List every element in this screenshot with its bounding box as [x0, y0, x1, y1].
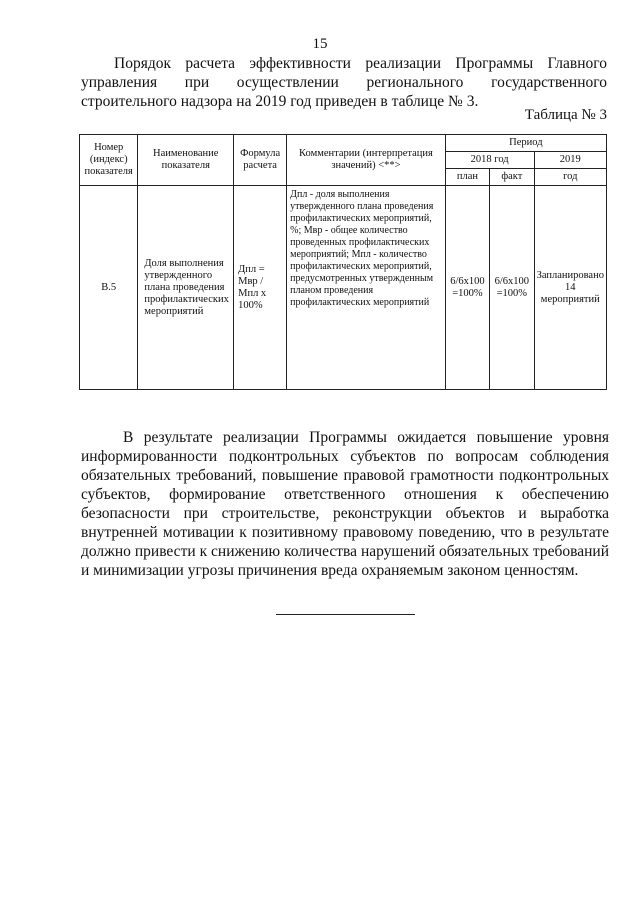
intro-text: Порядок расчета эффективности реализации Программы Главного управления при осуществлении регионального государственного строительного надзора на 2019 год приведен в таблице № 3.	[81, 55, 607, 110]
cell-name: Доля выполнения утвержденного плана проведения профилактических мероприятий	[138, 186, 234, 390]
header-number: Номер (индекс) показателя	[80, 135, 138, 186]
cell-comments: Дпл - доля выполнения утвержденного плана проведения профилактических мероприятий, %; Мвр - общее количество проведенных профилактических мероприятий; Мпл - количество профилактических мероприятий, предусмотренных утвержденным планом проведения профилактических мероприятий	[287, 186, 446, 390]
header-formula: Формула расчета	[234, 135, 287, 186]
result-text: В результате реализации Программы ожидается повышение уровня информированности подконтрольных субъектов по вопросам соблюдения обязательных требований, повышение правовой грамотности подконтрольных субъектов, формирование ответственного отношения к обеспечению безопасности при строительстве, реконструкции объектов и выработка внутренней мотивации к позитивному правовому поведению, что в результате должно привести к снижению количества нарушений обязательных требований и минимизации угрозы причинения вреда охраняемым законом ценностям.	[81, 429, 609, 579]
header-2018: 2018 год	[445, 152, 534, 169]
cell-fact-2018: 6/6х100 =100%	[490, 186, 534, 390]
cell-formula: Дпл = Мвр / Мпл х 100%	[234, 186, 287, 390]
header-period: Период	[445, 135, 606, 152]
header-name: Наименование показателя	[138, 135, 234, 186]
separator-line	[276, 614, 415, 615]
header-comments: Комментарии (интерпретация значений) <**>	[287, 135, 446, 186]
header-year-word: год	[534, 169, 606, 186]
header-row-1	[80, 135, 607, 152]
header-2019: 2019	[534, 152, 606, 169]
cell-value-2019: Запланировано 14 мероприятий	[534, 186, 606, 390]
page-number: 15	[312, 36, 328, 52]
header-fact: факт	[490, 169, 534, 186]
table-row	[80, 186, 607, 390]
intro-paragraph	[81, 54, 607, 111]
cell-number: B.5	[80, 186, 138, 390]
indicators-table	[79, 134, 607, 390]
header-plan: план	[445, 169, 489, 186]
cell-plan-2018: 6/6х100 =100%	[445, 186, 489, 390]
result-paragraph	[81, 428, 609, 580]
table-caption: Таблица № 3	[524, 107, 607, 123]
